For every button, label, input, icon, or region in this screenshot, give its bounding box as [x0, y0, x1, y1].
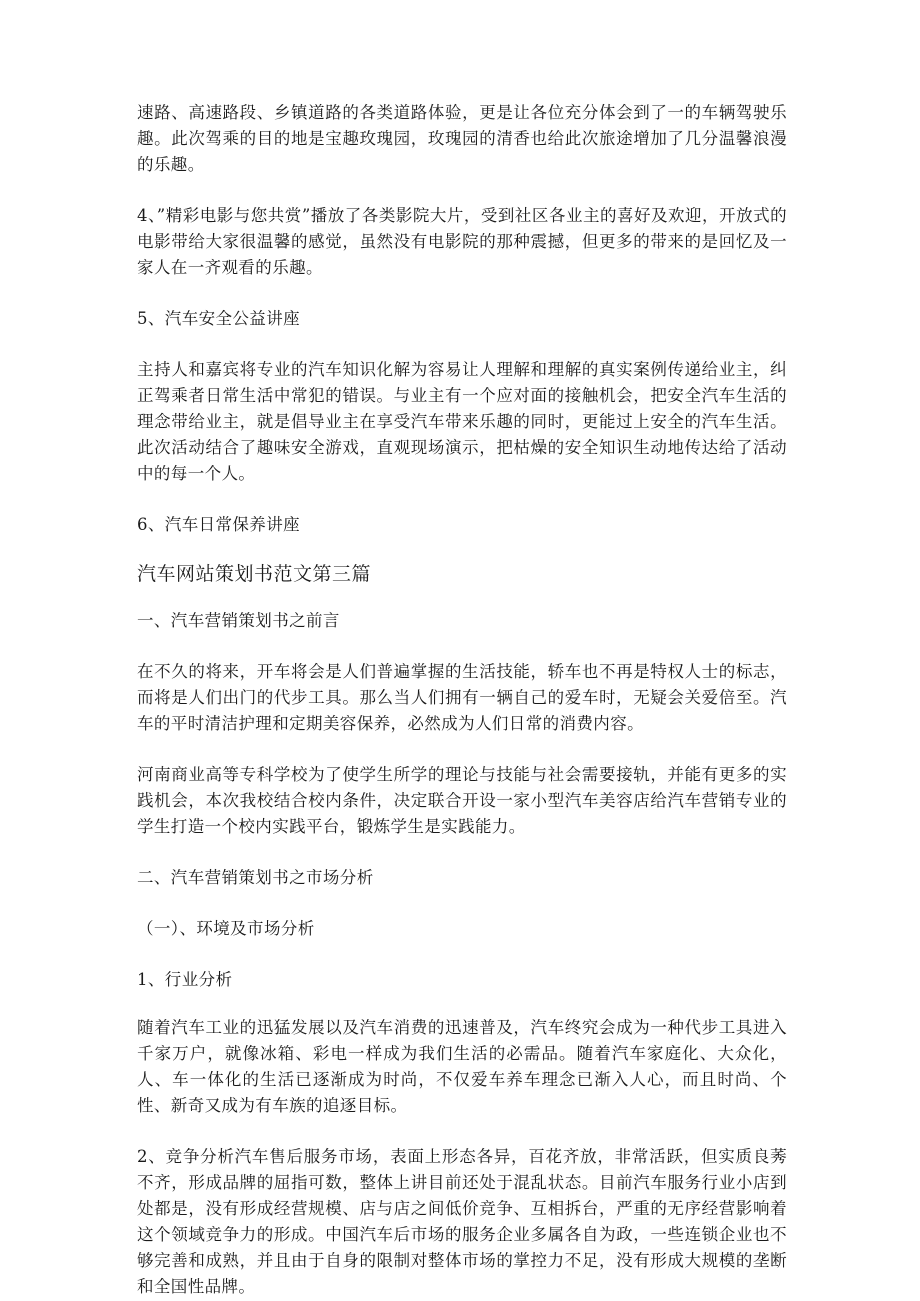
section-title: 汽车网站策划书范文第三篇: [137, 563, 372, 585]
heading-preface: 一、汽车营销策划书之前言: [137, 611, 340, 630]
paragraph-safety-lecture: 主持人和嘉宾将专业的汽车知识化解为容易让人理解和理解的真实案例传递给业主，纠正驾乘者日常生活中常犯的错误。与业主有一个应对面的接触机会，把安全汽车生活的理念带给业主，就是倡导业主在享受汽车带来乐趣的同时，更能过上安全的汽车生活。此次活动结合了趣味安全游戏，直观现场演示，把枯燥的安全知识生动地传达给了活动中的每一个人。: [137, 360, 787, 483]
paragraph-school: 河南商业高等专科学校为了使学生所学的理论与技能与社会需要接轨，并能有更多的实践机会，本次我校结合校内条件，决定联合开设一家小型汽车美容店给汽车营销专业的学生打造一个校内实践平台，锻炼学生是实践能力。: [137, 765, 787, 836]
paragraph-road-experience: 速路、高速路段、乡镇道路的各类道路体验，更是让各位充分体会到了一的车辆驾驶乐趣。此次驾乘的目的地是宝趣玫瑰园，玫瑰园的清香也给此次旅途增加了几分温馨浪漫的乐趣。: [137, 103, 787, 174]
paragraph-preface: 在不久的将来，开车将会是人们普遍掌握的生活技能，轿车也不再是特权人士的标志，而将是人们出门的代步工具。那么当人们拥有一辆自己的爱车时，无疑会关爱倍至。汽车的平时清洁护理和定期美容保养，必然成为人们日常的消费内容。: [137, 662, 787, 733]
subheading-maintenance-lecture: 6、汽车日常保养讲座: [137, 515, 300, 534]
document-page: [137, 100, 787, 1300]
paragraph-competition-analysis: 2、竞争分析汽车售后服务市场，表面上形态各异，百花齐放，非常活跃，但实质良莠不齐，形成品牌的屈指可数，整体上讲目前还处于混乱状态。目前汽车服务行业小店到处都是，没有形成经营规模、店与店之间低价竞争、互相拆台，严重的无序经营影响着这个领域竞争力的形成。中国汽车后市场的服务企业多属各自为政，一些连锁企业也不够完善和成熟，并且由于自身的限制对整体市场的掌控力不足，没有形成大规模的垄断和全国性品牌。: [137, 1147, 787, 1296]
paragraph-industry-analysis: 随着汽车工业的迅猛发展以及汽车消费的迅速普及，汽车终究会成为一种代步工具进入千家万户，就像冰箱、彩电一样成为我们生活的必需品。随着汽车家庭化、大众化，人、车一体化的生活已逐渐成为时尚，不仅爱车养车理念已渐入人心，而且时尚、个性、新奇又成为有车族的追逐目标。: [137, 1018, 787, 1115]
heading-market-analysis: 二、汽车营销策划书之市场分析: [137, 868, 374, 887]
subheading-safety-lecture: 5、汽车安全公益讲座: [137, 309, 300, 328]
heading-industry-analysis: 1、行业分析: [137, 970, 233, 989]
paragraph-movie-section: 4、”精彩电影与您共赏”播放了各类影院大片，受到社区各业主的喜好及欢迎，开放式的电影带给大家很温馨的感觉，虽然没有电影院的那种震撼，但更多的带来的是回忆及一家人在一齐观看的乐趣。: [137, 206, 787, 277]
heading-environment-analysis: （一）、环境及市场分析: [137, 919, 315, 938]
